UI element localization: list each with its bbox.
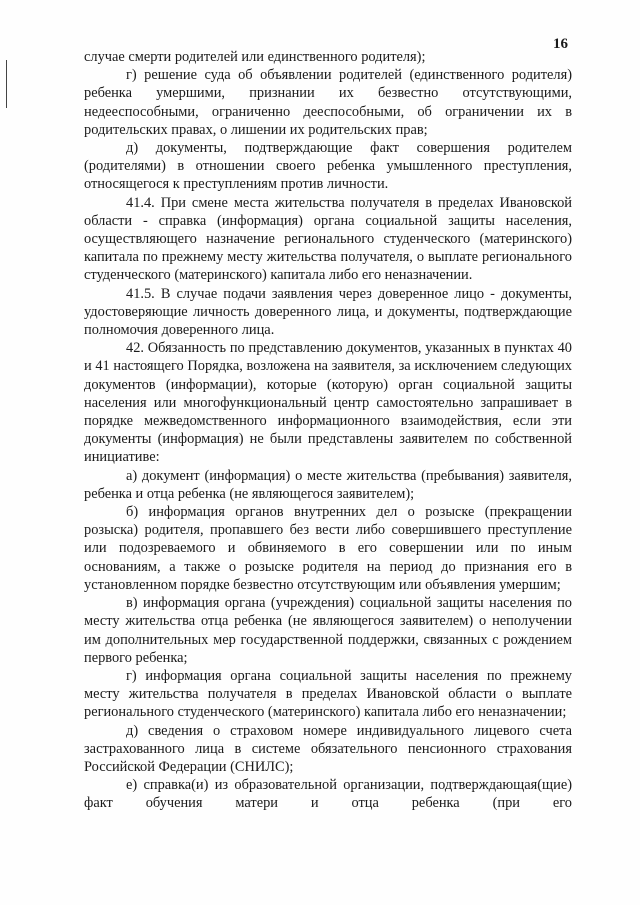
document-body	[84, 48, 572, 813]
paragraph-42-v: в) информация органа (учреждения) социальной защиты населения по месту жительства отца ребенка (не являющегося заявителем) о неполучении им дополнительных мер государственной поддержки, связанных с рождением первого ребенка;	[84, 595, 572, 666]
paragraph-42-a: а) документ (информация) о месте жительства (пребывания) заявителя, ребенка и отца ребенка (не являющегося заявителем);	[84, 467, 572, 502]
page-number: 16	[553, 36, 568, 52]
paragraph-item-g: г) решение суда об объявлении родителей (единственного родителя) ребенка умершими, признании их безвестно отсутствующими, недееспособными, ограниченно дееспособными, об ограничении их в родительских правах, о лишении их родительских прав;	[84, 67, 572, 138]
paragraph-42: 42. Обязанность по представлению документов, указанных в пунктах 40 и 41 настоящего Порядка, возложена на заявителя, за исключением следующих документов (информации), которые (которую) орган социальной защиты населения или многофункциональный центр самостоятельно запрашивает в порядке межведомственного информационного взаимодействия, если эти документы (информация) не были представлены заявителем по собственной инициативе:	[84, 340, 572, 466]
paragraph-42-b: б) информация органов внутренних дел о розыске (прекращении розыска) родителя, пропавшего без вести либо совершившего преступление или подозреваемого и обвиняемого в его совершении или по иным основаниям, а также о розыске родителя на период до признания его в установленном порядке безвестно отсутствующим или объявления умершим;	[84, 504, 572, 593]
paragraph-41-4: 41.4. При смене места жительства получателя в пределах Ивановской области - справка (информация) органа социальной защиты населения, осуществляющего назначение регионального студенческого (материнского) капитала по прежнему месту жительства получателя, о выплате регионального студенческого (материнского) капитала либо его неназначении.	[84, 194, 572, 284]
paragraph-42-e: е) справка(и) из образовательной организации, подтверждающая(щие) факт обучения матери и отца ребенка (при его	[84, 777, 572, 812]
paragraph-42-d: д) сведения о страховом номере индивидуального лицевого счета застрахованного лица в системе обязательного пенсионного страхования Российской Федерации (СНИЛС);	[84, 722, 572, 775]
paragraph-41-5: 41.5. В случае подачи заявления через доверенное лицо - документы, удостоверяющие личность доверенного лица, и документы, подтверждающие полномочия доверенного лица.	[84, 285, 572, 339]
margin-mark	[6, 60, 7, 108]
paragraph-42-g: г) информация органа социальной защиты населения по прежнему месту жительства получателя в пределах Ивановской области о выплате регионального студенческого (материнского) капитала либо его неназначении;	[84, 667, 572, 721]
paragraph-item-d: д) документы, подтверждающие факт совершения родителем (родителями) в отношении своего ребенка умышленного преступления, относящегося к преступлениям против личности.	[84, 140, 572, 193]
paragraph-continuation: случае смерти родителей или единственного родителя);	[84, 49, 426, 65]
